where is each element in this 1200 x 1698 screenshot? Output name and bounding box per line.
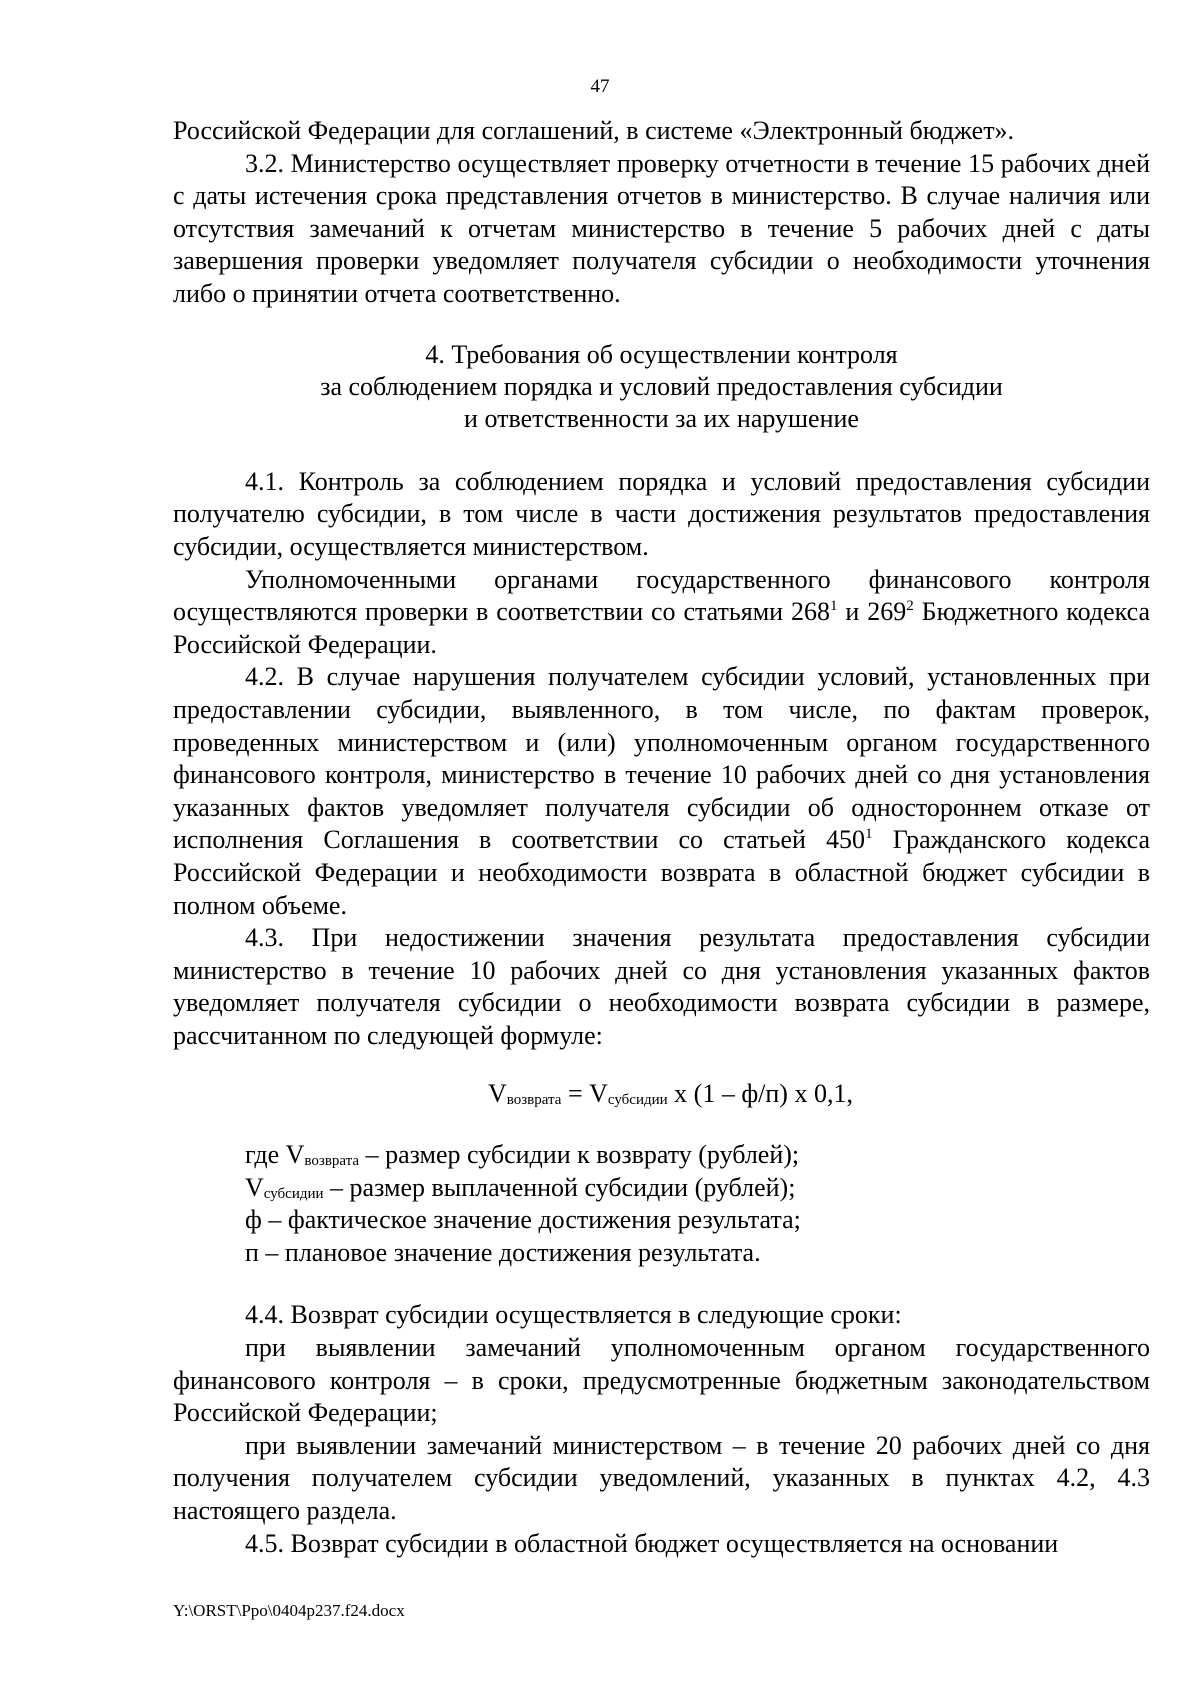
superscript: 2 xyxy=(906,598,914,615)
paragraph-4-1: 4.1. Контроль за соблюдением порядка и условий предоставления субсидии получателю субсидии, в том числе в части достижения результатов предоставления субсидии, осуществляется министерством. xyxy=(173,466,1150,561)
paragraph-continuation: Российской Федерации для соглашений, в системе «Электронный бюджет». xyxy=(173,116,1015,145)
definition-subscript: субсидии xyxy=(263,1185,324,1202)
text-fragment: 4.2. В случае нарушения получателем субсидии условий, установленных при предоставлении субсидии, выявленного, в том числе, по фактам проверок, проведенных министерством и (или) уполномоченным органом государственного финансового контроля, министерство в течение 10 рабочих дней со дня установления указанных фактов уведомляет получателя субсидии об одностороннем отказе от исполнения Соглашения в соответствии со статьей 450 xyxy=(173,662,1150,855)
text-fragment: Уполномоченными органами государственного финансового контроля осуществляются проверки в соответствии со статьями 268 xyxy=(173,564,1150,627)
formula-subscript: субсидии xyxy=(607,1092,668,1109)
definition-3: ф – фактическое значение достижения результата; xyxy=(245,1205,801,1235)
formula-subscript: возврата xyxy=(506,1092,562,1109)
paragraph-4-2 xyxy=(173,661,1150,922)
document-body xyxy=(173,115,1150,1560)
text-fragment: где V xyxy=(245,1140,305,1170)
section-heading xyxy=(173,339,1150,436)
definition-4: п – плановое значение достижения результата. xyxy=(245,1237,761,1267)
text-fragment: Бюджетного кодекса Российской Федерации. xyxy=(173,597,1150,659)
text-fragment: – размер выплаченной субсидии (рублей); xyxy=(323,1172,796,1202)
formula-definitions xyxy=(173,1139,1150,1269)
definition-subscript: возврата xyxy=(304,1153,360,1170)
heading-line-1: 4. Требования об осуществлении контроля xyxy=(425,339,898,369)
text-fragment: V xyxy=(245,1172,264,1202)
text-fragment: Гражданского кодекса Российской Федерации и необходимости возврата в областной бюджет субсидии в полном объеме. xyxy=(173,825,1150,920)
text-fragment: и 269 xyxy=(837,597,907,627)
paragraph-control-bodies xyxy=(173,564,1150,662)
heading-line-2: за соблюдением порядка и условий предоставления субсидии xyxy=(320,371,1003,401)
file-path-footer: Y:\ORST\Ppo\0404p237.f24.docx xyxy=(173,1601,405,1620)
formula xyxy=(173,1078,1150,1111)
heading-line-3: и ответственности за их нарушение xyxy=(464,404,859,434)
formula-variable: V xyxy=(488,1079,507,1109)
paragraph-control-remarks: при выявлении замечаний уполномоченным органом государственного финансового контроля – в сроки, предусмотренные бюджетным законодательством Российской Федерации; xyxy=(173,1333,1150,1428)
paragraph-4-5: 4.5. Возврат субсидии в областной бюджет осуществляется на основании xyxy=(245,1528,1059,1558)
definition-2 xyxy=(173,1172,1150,1205)
paragraph-4-3: 4.3. При недостижении значения результата предоставления субсидии министерство в течение 10 рабочих дней со дня установления указанных фактов уведомляет получателя субсидии о необходимости возврата субсидии в размере, рассчитанном по следующей формуле: xyxy=(173,923,1150,1050)
formula-expression: х (1 – ф/п) х 0,1, xyxy=(667,1079,853,1109)
formula-variable: = V xyxy=(561,1079,608,1109)
text-fragment: – размер субсидии к возврату (рублей); xyxy=(359,1140,800,1170)
paragraph-4-4: 4.4. Возврат субсидии осуществляется в следующие сроки: xyxy=(245,1300,902,1330)
definition-1 xyxy=(173,1139,1150,1172)
superscript: 1 xyxy=(865,826,873,843)
superscript: 1 xyxy=(830,598,838,615)
paragraph-ministry-remarks: при выявлении замечаний министерством – в течение 20 рабочих дней со дня получения получателем субсидии уведомлений, указанных в пунктах 4.2, 4.3 настоящего раздела. xyxy=(173,1430,1150,1525)
page-number: 47 xyxy=(590,76,610,97)
paragraph-3-2: 3.2. Министерство осуществляет проверку отчетности в течение 15 рабочих дней с даты истечения срока представления отчетов в министерство. В случае наличия или отсутствия замечаний к отчетам министерство в течение 5 рабочих дней с даты завершения проверки уведомляет получателя субсидии о необходимости уточнения либо о принятии отчета соответственно. xyxy=(173,148,1150,308)
